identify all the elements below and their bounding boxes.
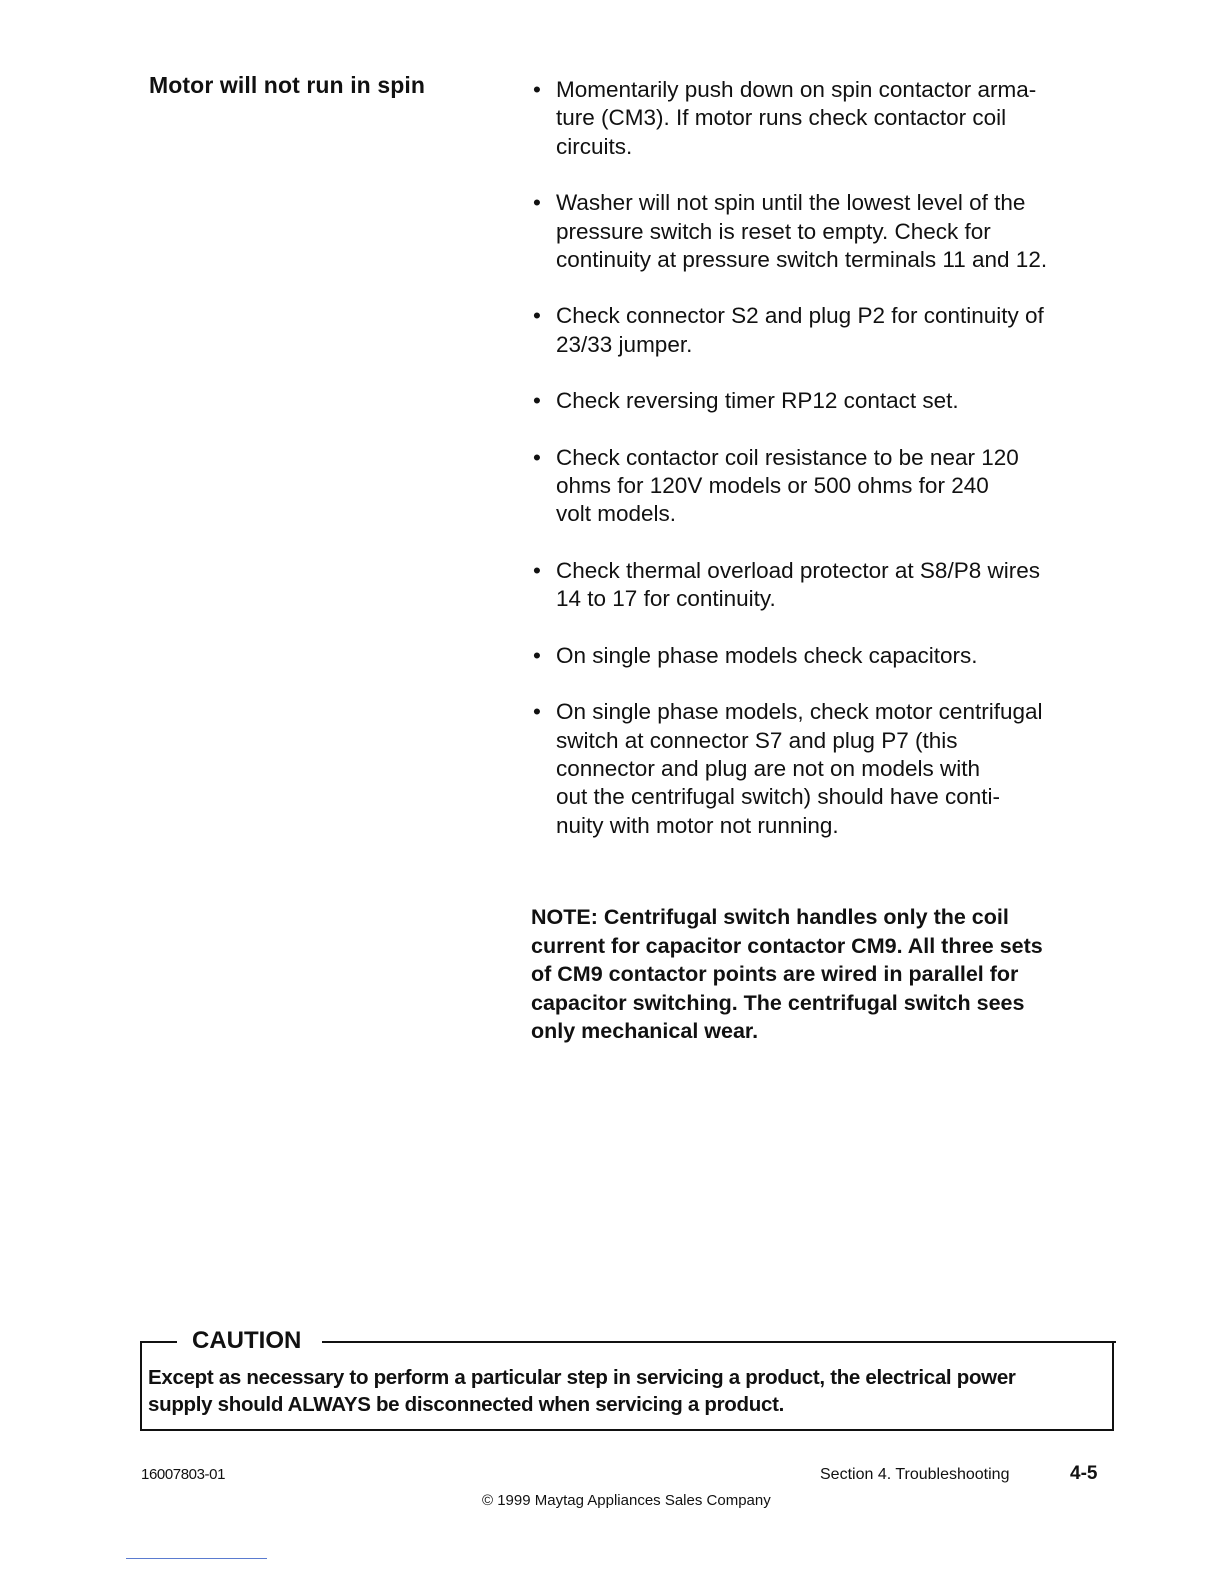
step-line: pressure switch is reset to empty. Check for (556, 218, 991, 244)
step-line: 23/33 jumper. (556, 331, 693, 357)
caution-line: supply should ALWAYS be disconnected when servicing a product. (148, 1393, 784, 1416)
scan-artifact-line (126, 1558, 267, 1559)
bullet-icon: • (533, 77, 541, 102)
bullet-icon: • (533, 388, 541, 414)
step-line: Check reversing timer RP12 contact set. (556, 388, 959, 414)
step-line: nuity with motor not running. (556, 812, 839, 838)
bullet-icon: • (533, 699, 541, 725)
caution-rule-left (140, 1341, 177, 1343)
step-line: ture (CM3). If motor runs check contactor coil (556, 105, 1007, 131)
step-line: Check thermal overload protector at S8/P8 wires (556, 557, 1040, 583)
bullet-icon: • (533, 303, 541, 329)
step-line: continuity at pressure switch terminals 11 and 12. (556, 247, 1048, 273)
step-line: Washer will not spin until the lowest level of the (556, 190, 1026, 216)
note-line: capacitor switching. The centrifugal switch sees (531, 990, 1025, 1015)
note-line: only mechanical wear. (531, 1019, 759, 1044)
step-line: ohms for 120V models or 500 ohms for 240 (556, 473, 989, 499)
step-line: Check contactor coil resistance to be near 120 (556, 444, 1019, 470)
step-line: circuits. (556, 133, 633, 159)
caution-title: CAUTION (192, 1327, 302, 1354)
step-line: connector and plug are not on models with (556, 755, 981, 781)
symptom-title: Motor will not run in spin (149, 72, 426, 98)
bullet-icon: • (533, 557, 541, 583)
bullet-icon: • (533, 444, 541, 470)
section-label: Section 4. Troubleshooting (820, 1466, 1010, 1483)
note-line: of CM9 contactor points are wired in parallel for (531, 962, 1019, 987)
page-number: 4-5 (1070, 1463, 1098, 1484)
document-number: 16007803-01 (141, 1466, 226, 1483)
step-line: Momentarily push down on spin contactor arma- (556, 77, 1037, 102)
caution-line: Except as necessary to perform a particular step in servicing a product, the electrical power (148, 1366, 1016, 1389)
note-line: NOTE: Centrifugal switch handles only the coil (531, 905, 1009, 929)
copyright: © 1999 Maytag Appliances Sales Company (482, 1492, 771, 1509)
step-line: On single phase models check capacitors. (556, 642, 978, 668)
bullet-icon: • (533, 190, 541, 216)
step-item (533, 698, 1123, 840)
bullet-icon: • (533, 642, 541, 668)
step-item (533, 76, 1123, 161)
step-item (533, 557, 1123, 614)
note-line: current for capacitor contactor CM9. All three sets (531, 933, 1043, 958)
note-block (531, 903, 1116, 1046)
step-line: On single phase models, check motor centrifugal (556, 699, 1043, 725)
step-item (533, 444, 1123, 529)
step-item (533, 642, 1123, 670)
step-line: volt models. (556, 501, 677, 527)
step-line: switch at connector S7 and plug P7 (this (556, 727, 958, 753)
troubleshooting-steps (533, 76, 1123, 868)
step-line: 14 to 17 for continuity. (556, 586, 776, 612)
step-item (533, 387, 1123, 415)
step-item (533, 189, 1123, 274)
caution-rule-right (322, 1341, 1116, 1343)
step-line: out the centrifugal switch) should have conti- (556, 784, 1000, 810)
caution-text (148, 1364, 1108, 1418)
step-item (533, 302, 1123, 359)
step-line: Check connector S2 and plug P2 for continuity of (556, 303, 1044, 329)
